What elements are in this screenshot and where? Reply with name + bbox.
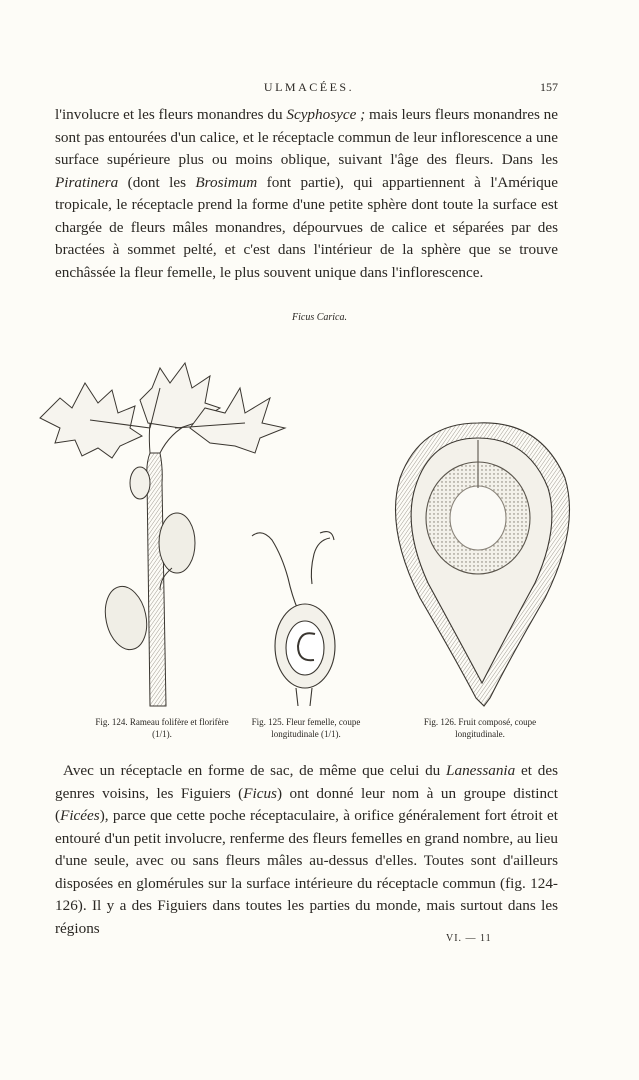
p1-text-4: font partie), qui appartiennent à l'Amérique tropicale, le réceptacle prend la forme d'une petite sphère dont toute la surface est chargée de fleurs mâles monandres, dépourvues de calice et séparées par des bractées à sommet pelté, et c'est dans l'intérieur de la sphère que se trouve enchâssée la fleur femelle, le plus souvent unique dans l'inflorescence. [55, 173, 558, 281]
figure-title: Ficus Carica. [292, 312, 347, 323]
p1-italic-brosimum: Brosimum [195, 173, 258, 191]
p2-text-3: ) ont donné leur nom à un groupe distinct ( [55, 784, 558, 824]
p1-text-1: l'involucre et les fleurs monandres du [55, 106, 287, 123]
p1-italic-piratinera: Piratinera [55, 173, 119, 191]
caption-fig-125: Fig. 125. Fleur femelle, coupe longitudinale (1/1). [251, 717, 361, 739]
running-header [60, 80, 558, 100]
page-number: 157 [540, 80, 558, 94]
p2-italic-ficus: Ficus [243, 784, 277, 802]
p2-italic-lanessania: Lanessania [446, 762, 516, 779]
p2-text-4: ), parce que cette poche réceptaculaire, à orifice généralement fort étroit et entouré d'un petit involucre, renferme des fleurs femelles en grand nombre, au lieu d'une seule, avec ou sans fleurs mâles au-dessus d'elles. Toutes sont d'ailleurs disposées en glomérules sur la surface intérieure du réceptacle commun (fig. 124-126). Il y a des Figuiers dans toutes les parties du monde, mais surtout dans les régions [55, 807, 558, 937]
paragraph-2 [55, 760, 558, 940]
p2-italic-ficees: Ficées [60, 807, 100, 824]
fig-124-branch-drawing [40, 363, 285, 706]
figure-plate [0, 328, 639, 713]
paragraph-1 [55, 104, 558, 284]
fig-126-fruit-drawing [396, 423, 570, 706]
p2-text-2: et des genres voisins, les Figuiers ( [55, 762, 558, 802]
p2-text-1: Avec un réceptacle en forme de sac, de même que celui du [63, 762, 447, 779]
p1-text-3: (dont les [118, 173, 196, 191]
p1-italic-scyphosyce: Scyphosyce ; [286, 106, 366, 123]
signature-mark: VI. — 11 [446, 933, 492, 944]
fig-125-flower-drawing [252, 532, 335, 706]
ficus-illustrations [0, 328, 639, 713]
caption-fig-126: Fig. 126. Fruit composé, coupe longitudinale. [423, 717, 537, 739]
running-title: ULMACÉES. [263, 80, 355, 94]
caption-fig-124: Fig. 124. Rameau folifère et florifère (1/1). [95, 717, 229, 739]
p1-text-2: mais leurs fleurs monandres ne sont pas entourées d'un calice, et le réceptacle commun de leur inflorescence a une surface supérieure plus ou moins oblique, suivant l'âge des fleurs. Dans les [55, 106, 558, 168]
